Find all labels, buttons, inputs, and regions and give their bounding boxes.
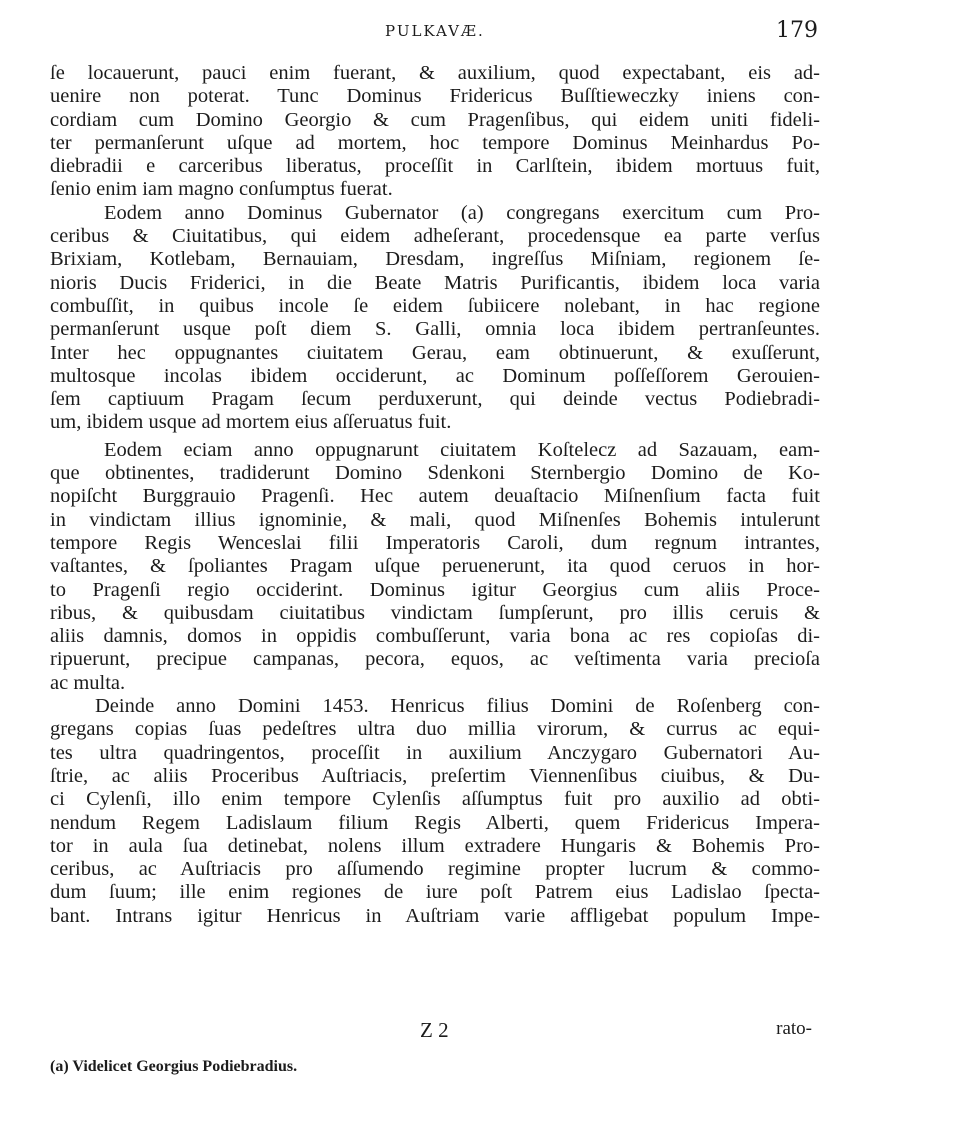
running-head xyxy=(0,18,960,50)
text-line: ac multa. xyxy=(50,671,126,694)
body-text xyxy=(50,62,820,928)
text-line: ceribus, ac Auſtriacis pro aſſumendo regimine propter lucrum & commo- xyxy=(50,858,820,881)
text-line: ci Cylenſi, illo enim tempore Cylenſis aſſumptus fuit pro auxilio ad obti- xyxy=(50,788,820,811)
text-line: vaſtantes, & ſpoliantes Pragam uſque peruenerunt, ita quod ceruos in hor- xyxy=(50,555,820,578)
text-line: Brixiam, Kotlebam, Bernauiam, Dresdam, ingreſſus Miſniam, regionem ſe- xyxy=(50,248,820,271)
text-line: combuſſit, in quibus incole ſe eidem ſubiicere nolebant, in hac regione xyxy=(50,294,820,317)
text-line: to Pragenſi regio occiderint. Dominus igitur Georgius cum aliis Proce- xyxy=(50,578,820,601)
footnote: (a) Videlicet Georgius Podiebradius. xyxy=(50,1058,298,1075)
text-line: in vindictam illius ignominie, & mali, quod Miſnenſes Bohemis intulerunt xyxy=(50,508,820,531)
running-title: PULKAVÆ. xyxy=(385,22,485,40)
text-line: Eodem anno Dominus Gubernator (a) congregans exercitum cum Pro- xyxy=(104,201,820,224)
text-line: ſem captiuum Pragam ſecum perduxerunt, qui deinde vectus Podiebradi- xyxy=(50,388,820,411)
text-line: ribus, & quibusdam ciuitatibus vindictam ſumpſerunt, pro illis ceruis & xyxy=(50,601,820,624)
text-line: multosque incolas ibidem occiderunt, ac Dominum poſſeſſorem Gerouien- xyxy=(50,364,820,387)
text-line: diebradii e carceribus liberatus, proceſſit in Carlſtein, ibidem mortuus fuit, xyxy=(50,155,820,178)
text-line: aliis damnis, domos in oppidis combuſſerunt, varia bona ac res copioſas di- xyxy=(50,625,820,648)
text-line: permanſerunt usque poſt diem S. Galli, omnia loca ibidem pertranſeuntes. xyxy=(50,318,820,341)
text-line: ſenio enim iam magno conſumptus fuerat. xyxy=(50,178,393,201)
text-line: Inter hec oppugnantes ciuitatem Gerau, eam obtinuerunt, & exuſſerunt, xyxy=(50,341,820,364)
text-line: tor in aula ſua detinebat, nolens illum extradere Hungaris & Bohemis Pro- xyxy=(50,834,820,857)
page-number: 179 xyxy=(776,18,818,43)
text-line: uenire non poterat. Tunc Dominus Fridericus Buſſtieweczky iniens con- xyxy=(50,85,820,108)
text-line: nioris Ducis Friderici, in die Beate Matris Purificantis, ibidem loca varia xyxy=(50,271,820,294)
text-line: tempore Regis Wenceslai filii Imperatoris Caroli, dum regnum intrantes, xyxy=(50,531,820,554)
text-line: Deinde anno Domini 1453. Henricus filius Domini de Roſenberg con- xyxy=(95,695,820,718)
text-line: ripuerunt, precipue campanas, pecora, equos, ac veſtimenta varia precioſa xyxy=(50,648,820,671)
text-line: um, ibidem usque ad mortem eius aſſeruatus fuit. xyxy=(50,411,452,434)
text-line: ceribus & Ciuitatibus, qui eidem adheſerant, procedensque ea parte verſus xyxy=(50,225,820,248)
signature-mark: Z 2 xyxy=(420,1018,449,1042)
text-line: ſtrie, ac aliis Proceribus Auſtriacis, preſertim Viennenſibus ciuibus, & Du- xyxy=(50,764,820,787)
text-line: bant. Intrans igitur Henricus in Auſtriam varie affligebat populum Impe- xyxy=(50,904,820,927)
catchword: rato- xyxy=(776,1018,812,1039)
text-line: que obtinentes, tradiderunt Domino Sdenkoni Sternbergio Domino de Ko- xyxy=(50,462,820,485)
text-line: gregans copias ſuas pedeſtres ultra duo millia virorum, & currus ac equi- xyxy=(50,718,820,741)
text-line: ſe locauerunt, pauci enim fuerant, & auxilium, quod expectabant, eis ad- xyxy=(50,62,820,84)
text-line: nopiſcht Burggrauio Pragenſi. Hec autem deuaſtacio Miſnenſium facta fuit xyxy=(50,485,820,508)
text-line: Eodem eciam anno oppugnarunt ciuitatem Koſtelecz ad Sazauam, eam- xyxy=(104,438,820,461)
text-line: ter permanſerunt uſque ad mortem, hoc tempore Dominus Meinhardus Po- xyxy=(50,131,820,154)
text-line: nendum Regem Ladislaum filium Regis Alberti, quem Fridericus Impera- xyxy=(50,811,820,834)
text-line: tes ultra quadringentos, proceſſit in auxilium Anczygaro Gubernatori Au- xyxy=(50,741,820,764)
text-line: dum ſuum; ille enim regiones de iure poſt Patrem eius Ladislao ſpecta- xyxy=(50,881,820,904)
text-line: cordiam cum Domino Georgio & cum Pragenſibus, qui eidem uniti fideli- xyxy=(50,108,820,131)
